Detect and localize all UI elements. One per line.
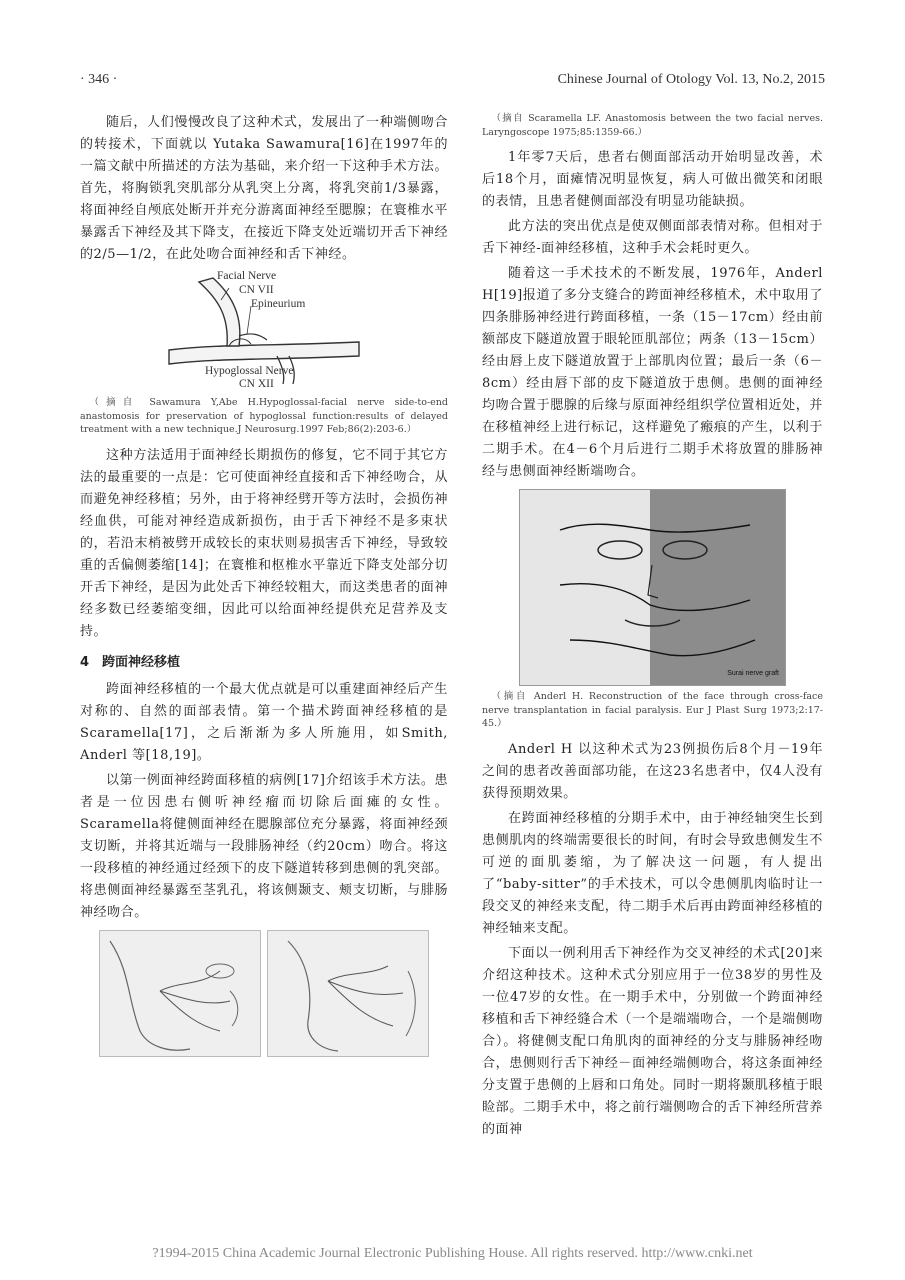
running-header (80, 72, 825, 96)
figure-nerve-anastomosis (159, 272, 369, 392)
face-sketch-left (99, 930, 261, 1057)
paragraph: 跨面神经移植的一个最大优点就是可以重建面神经后产生对称的、自然的面部表情。第一个描术跨面神经移植的是Scaramella[17]，之后渐渐为多人所施用，如Smith, Anderl 等[18,19]。 (80, 681, 448, 763)
paragraph: 在跨面神经移植的分期手术中，由于神经轴突生长到患侧肌肉的终端需要很长的时间，有时会导致患侧发生不可逆的面肌萎缩，为了解决这一问题，有人提出了“baby-sitter”的手术技术，可以令患侧肌肉临时让一段交叉的神经来支配，待二期手术后再由跨面神经移植的神经轴来支配。 (482, 810, 823, 936)
paragraph: 此方法的突出优点是使双侧面部表情对称。但相对于舌下神经-面神经移植，这种手术会耗时更久。 (482, 219, 823, 256)
figure-face-sketches (99, 930, 429, 1055)
figure-caption: （摘自 Anderl H. Reconstruction of the face through cross-face nerve transplantation in facial paralysis. Eur J Plast Surg 1973;2:17-45.） (482, 691, 823, 729)
face-sketch-right (267, 930, 429, 1057)
section-heading: 4 跨面神经移植 (80, 654, 181, 670)
label-facial-nerve: Facial Nerve (217, 270, 277, 282)
right-column (482, 112, 823, 1144)
figure-caption: （摘自 Sawamura Y,Abe H.Hypoglossal-facial nerve side-to-end anastomosis for preservation of hypoglossal function:results of delayed treatment with a new technique.J Neurosurg.1997 Feb;86(2):203-6.） (80, 397, 448, 435)
label-sural-graft: Surai nerve graft (727, 670, 779, 677)
left-column (80, 112, 448, 1055)
paragraph: 下面以一例利用舌下神经作为交叉神经的术式[20]来介绍这种技术。这种术式分别应用于一位38岁的男性及一位47岁的女性。在一期手术中，分别做一个跨面神经移植和舌下神经缝合术（一个是端端吻合，一个是端侧吻合）。将健侧支配口角肌肉的面神经的分支与腓肠神经吻合，患侧则行舌下神经－面神经端侧吻合，将这条面神经分支置于患侧的上唇和口角处。同时一期将颞肌移植于眼睑部。二期手术中，将之前行端侧吻合的舌下神经所营养的面神 (482, 945, 823, 1137)
label-cn-vii: CN VII (239, 284, 274, 296)
paragraph: 随后，人们慢慢改良了这种术式，发展出了一种端侧吻合的转接术，下面就以 Yutaka Sawamura[16]在1997年的一篇文献中所描述的方法为基础，来介绍一下这种手术方法。首先，将胸锁乳突肌部分从乳突上分离，将乳突前1/3暴露，将面神经自颅底处断开并充分游离面神经至腮腺；在寰椎水平暴露舌下神经及其下降支，在接近下降支处近端切开舌下神经的2/5—1/2，在此处吻合面神经和舌下神经。 (80, 115, 448, 262)
page-number: · 346 · (80, 72, 118, 87)
paragraph: Anderl H 以这种术式为23例损伤后8个月－19年之间的患者改善面部功能，在这23名患者中，仅4人没有获得预期效果。 (482, 741, 823, 801)
journal-citation: Chinese Journal of Otology Vol. 13, No.2, 2015 (557, 72, 825, 87)
label-cn-xii: CN XII (239, 378, 274, 390)
label-hypoglossal-nerve: Hypoglossal Nerve (205, 365, 294, 377)
paragraph: 以第一例面神经跨面移植的病例[17]介绍该手术方法。患者是一位因患右侧听神经瘤而切除后面瘫的女性。Scaramella将健侧面神经在腮腺部位充分暴露，将面神经颈支切断，并将其近端与一段腓肠神经（约20cm）吻合。将这一段移植的神经通过经颈下的皮下隧道转移到患侧的乳突部。将患侧面神经暴露至茎乳孔，将该侧颞支、颊支切断，与腓肠神经吻合。 (80, 772, 448, 920)
paragraph: 随着这一手术技术的不断发展，1976年，Anderl H[19]报道了多分支缝合的跨面神经移植术，术中取用了四条腓肠神经进行跨面移植，一条（15－17cm）经由前额部皮下隧道放置于眼轮匝肌部位；两条（13－15cm）经由唇上皮下隧道放置于上部肌肉位置；最后一条（6－8cm）经由唇下部的皮下隧道放于患侧。患侧的面神经均吻合置于腮腺的后缘与原面神经组织学位置相近处，并在移植神经上进行标记，这样避免了瘢痕的产生，以利于二期手术。在4－6个月后进行二期手术将放置的腓肠神经与患侧面神经断端吻合。 (482, 266, 823, 479)
copyright-footer: ?1994-2015 China Academic Journal Electronic Publishing House. All rights reserved. http://www.cnki.net (152, 1246, 753, 1261)
figure-caption: （摘自 Scaramella LF. Anastomosis between the two facial nerves. Laryngoscope 1975;85:1359-66.） (482, 113, 823, 138)
paragraph: 这种方法适用于面神经长期损伤的修复，它不同于其它方法的最重要的一点是：它可使面神经直接和舌下神经吻合，从而避免神经移植；另外，由于将神经劈开等方法时，会损伤神经血供，可能对神经造成新损伤，由于舌下神经不是多束状的，若沿末梢被劈开成较长的束状则易损害舌下神经，导致较重的舌偏侧萎缩[14]；在寰椎和枢椎水平靠近下降支处部分切开舌下神经，是因为此处舌下神经较粗大，而这类患者的面神经多数已经萎缩变细，因此可以给面神经提供充足营养及支持。 (80, 447, 448, 639)
label-epineurium: Epineurium (251, 298, 306, 310)
figure-face-photo (519, 489, 786, 686)
paragraph: 1年零7天后，患者右侧面部活动开始明显改善，术后18个月，面瘫情况明显恢复，病人可做出微笑和闭眼的表情，且患者健侧面部没有明显功能缺损。 (482, 150, 823, 209)
